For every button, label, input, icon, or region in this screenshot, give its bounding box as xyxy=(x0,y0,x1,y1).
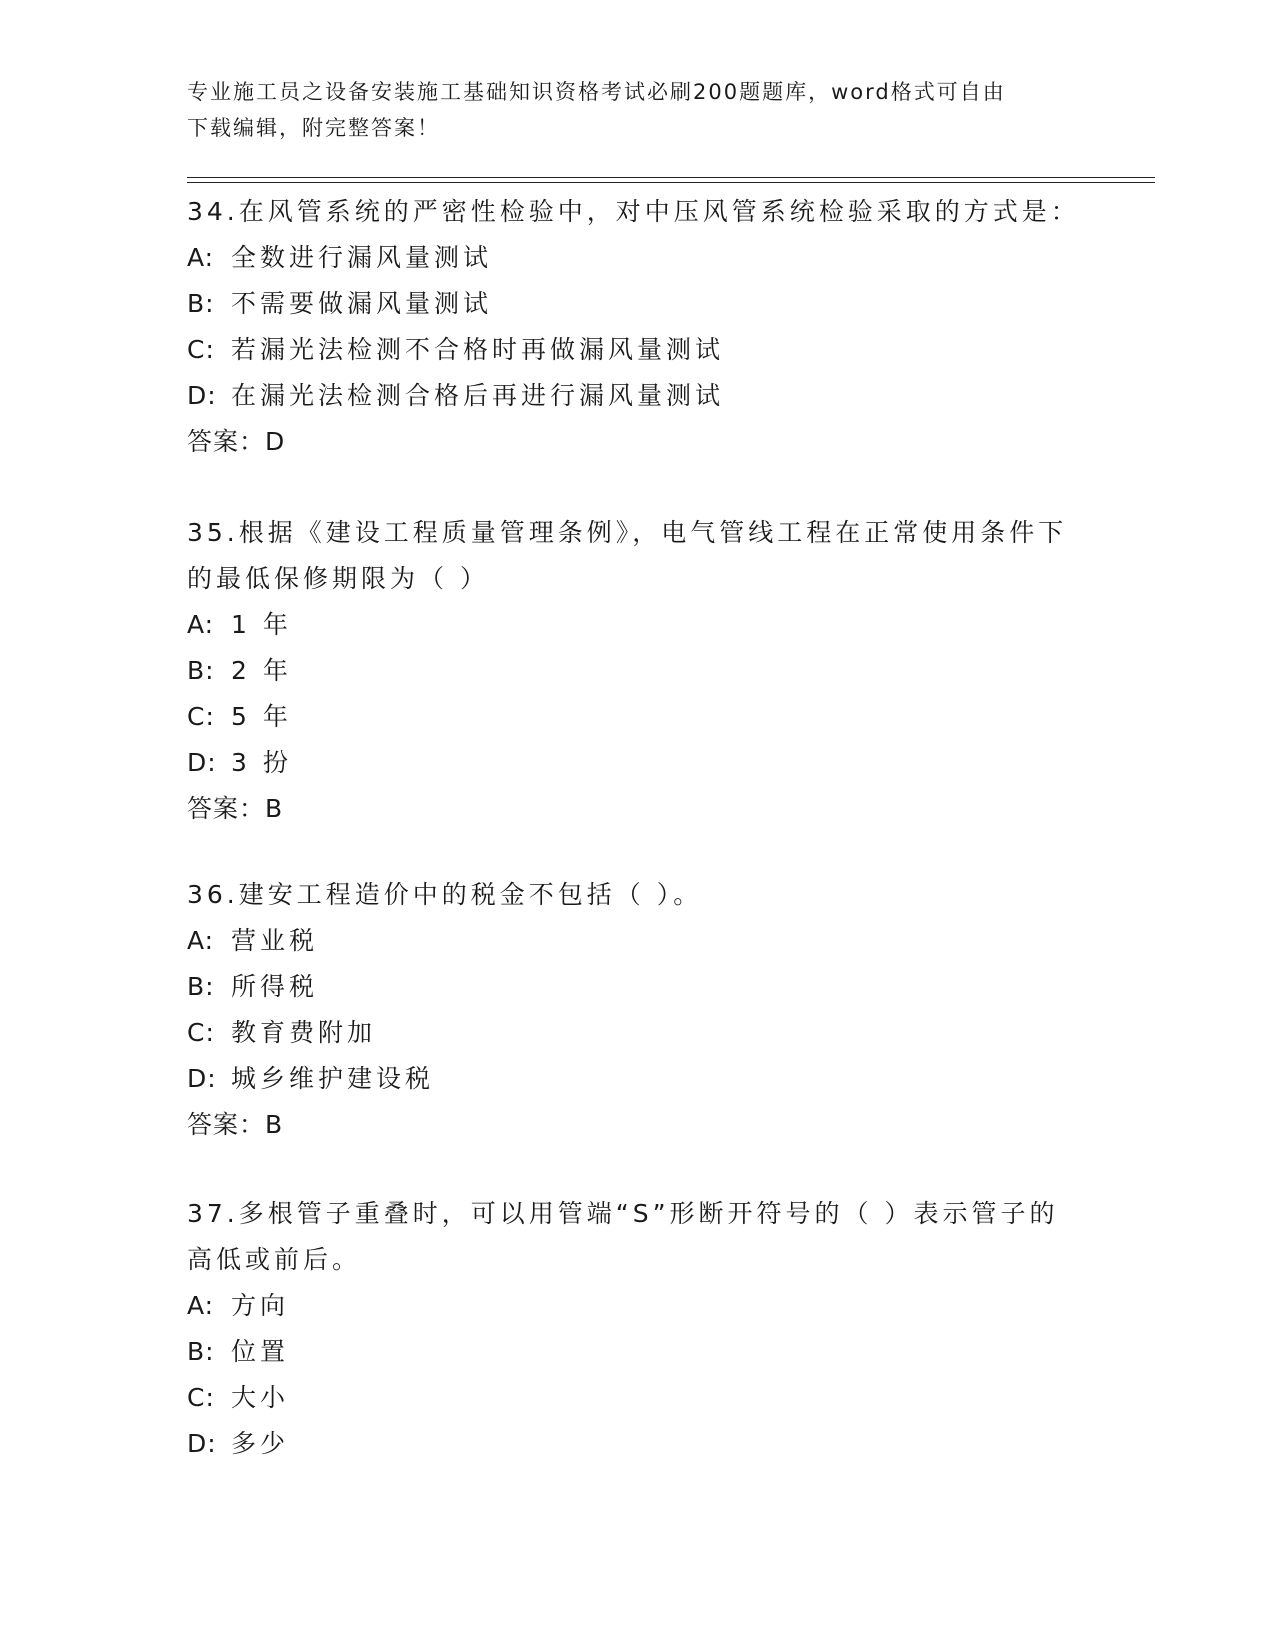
option-letter: B: xyxy=(187,972,215,1001)
option-letter: C: xyxy=(187,335,215,364)
option-b xyxy=(187,648,1087,694)
option-text: 5 年 xyxy=(231,702,292,731)
answer-label: 答案：D xyxy=(187,427,286,456)
option-letter: C: xyxy=(187,1383,215,1412)
question-35 xyxy=(187,510,1087,832)
header-divider-bottom xyxy=(187,182,1155,183)
option-text: 若漏光法检测不合格时再做漏风量测试 xyxy=(231,335,725,364)
question-stem: 35.根据《建设工程质量管理条例》，电气管线工程在正常使用条件下的最低保修期限为（ ） xyxy=(187,518,1068,593)
header-line-1: 专业施工员之设备安装施工基础知识资格考试必刷200题题库，word格式可自由 xyxy=(187,80,1006,104)
document-header xyxy=(187,74,1067,146)
option-text: 大小 xyxy=(231,1383,290,1412)
option-a xyxy=(187,1283,1087,1329)
option-b xyxy=(187,964,1087,1010)
question-37 xyxy=(187,1191,1087,1467)
option-a xyxy=(187,602,1087,648)
option-text: 多少 xyxy=(231,1429,290,1458)
option-text: 全数进行漏风量测试 xyxy=(231,243,493,272)
option-letter: B: xyxy=(187,656,215,685)
option-c xyxy=(187,694,1087,740)
option-text: 3 扮 xyxy=(231,748,292,777)
option-letter: C: xyxy=(187,1018,215,1047)
option-text: 教育费附加 xyxy=(231,1018,377,1047)
header-divider-top xyxy=(187,177,1155,178)
option-letter: A: xyxy=(187,1291,215,1320)
option-letter: C: xyxy=(187,702,215,731)
option-a xyxy=(187,235,1087,281)
option-d xyxy=(187,373,1087,419)
question-36 xyxy=(187,872,1087,1148)
option-d xyxy=(187,740,1087,786)
option-c xyxy=(187,327,1087,373)
option-letter: A: xyxy=(187,243,215,272)
option-text: 在漏光法检测合格后再进行漏风量测试 xyxy=(231,381,725,410)
option-letter: A: xyxy=(187,610,215,639)
option-text: 方向 xyxy=(231,1291,290,1320)
option-a xyxy=(187,918,1087,964)
option-c xyxy=(187,1010,1087,1056)
option-d xyxy=(187,1056,1087,1102)
header-line-2: 下载编辑，附完整答案！ xyxy=(187,116,440,140)
option-text: 位置 xyxy=(231,1337,290,1366)
option-c xyxy=(187,1375,1087,1421)
option-text: 不需要做漏风量测试 xyxy=(231,289,493,318)
option-letter: B: xyxy=(187,1337,215,1366)
answer-label: 答案：B xyxy=(187,1110,284,1139)
option-b xyxy=(187,281,1087,327)
option-text: 城乡维护建设税 xyxy=(231,1064,435,1093)
question-stem: 34.在风管系统的严密性检验中，对中压风管系统检验采取的方式是： xyxy=(187,197,1080,226)
option-text: 2 年 xyxy=(231,656,292,685)
question-34 xyxy=(187,189,1087,465)
option-letter: B: xyxy=(187,289,215,318)
question-stem: 36.建安工程造价中的税金不包括（ ）。 xyxy=(187,880,703,909)
option-text: 所得税 xyxy=(231,972,319,1001)
option-text: 1 年 xyxy=(231,610,292,639)
option-letter: D: xyxy=(187,1429,217,1458)
question-stem: 37.多根管子重叠时，可以用管端“S”形断开符号的（ ）表示管子的高低或前后。 xyxy=(187,1199,1059,1274)
option-letter: D: xyxy=(187,1064,217,1093)
answer-label: 答案：B xyxy=(187,794,284,823)
option-b xyxy=(187,1329,1087,1375)
option-letter: D: xyxy=(187,748,217,777)
option-letter: A: xyxy=(187,926,215,955)
option-letter: D: xyxy=(187,381,217,410)
option-d xyxy=(187,1421,1087,1467)
option-text: 营业税 xyxy=(231,926,319,955)
